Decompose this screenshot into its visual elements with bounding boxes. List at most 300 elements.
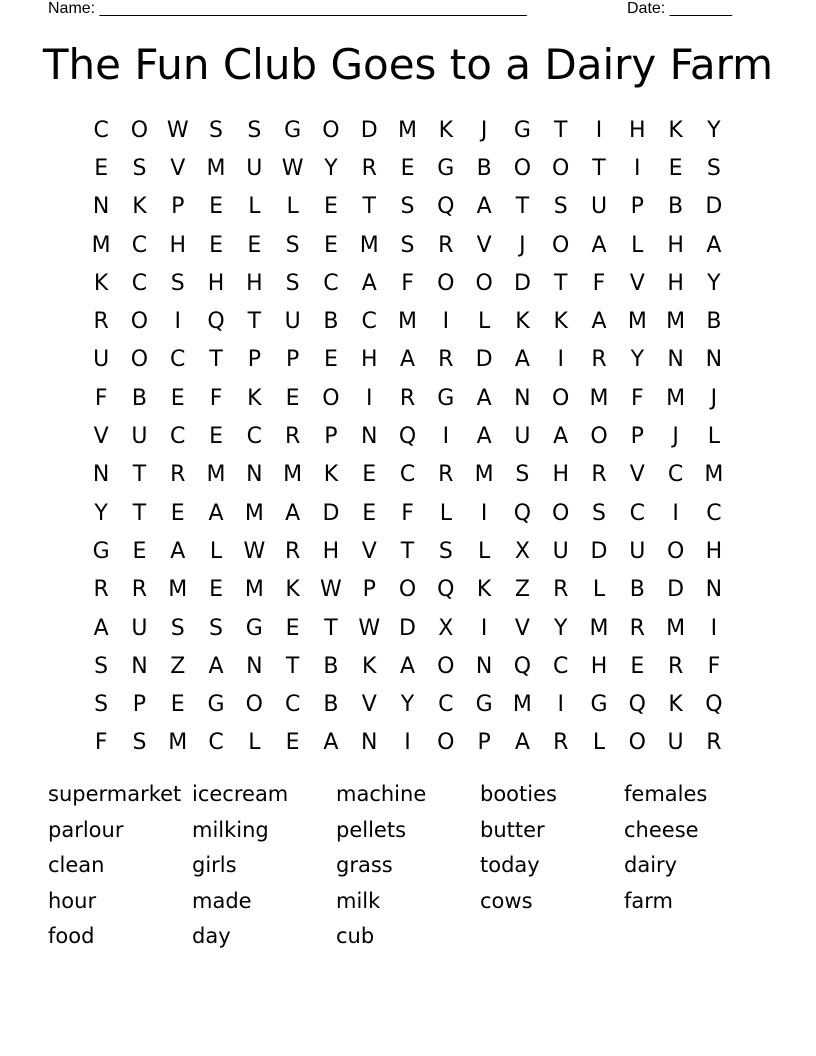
grid-letter: M [91, 232, 111, 258]
grid-letter: I [595, 117, 603, 143]
grid-letter: J [710, 385, 718, 411]
grid-letter: A [514, 730, 530, 756]
grid-letter: K [93, 270, 109, 296]
grid-letter: M [589, 615, 609, 641]
grid-letter: N [705, 347, 723, 373]
grid-letter: W [243, 538, 266, 564]
grid-letter: P [324, 424, 338, 450]
grid-letter: L [631, 232, 644, 258]
word-list-item: milk [336, 888, 381, 913]
grid-letter: S [170, 270, 185, 296]
grid-letter: A [361, 270, 377, 296]
grid-letter: F [630, 385, 644, 411]
grid-letter: L [248, 194, 261, 220]
grid-letter: I [557, 347, 564, 373]
grid-letter: P [171, 194, 185, 220]
grid-letter: N [92, 462, 110, 488]
grid-letter: F [707, 653, 721, 679]
grid-letter: E [323, 232, 338, 258]
grid-letter: K [476, 577, 492, 603]
grid-letter: B [323, 692, 339, 718]
grid-letter: W [358, 615, 381, 641]
grid-letter: L [248, 730, 261, 756]
grid-letter: Q [705, 692, 723, 718]
grid-letter: H [629, 117, 646, 143]
grid-letter: C [131, 270, 148, 296]
grid-letter: W [320, 577, 342, 603]
grid-letter: U [552, 538, 569, 564]
grid-letter: J [519, 232, 526, 258]
grid-letter: G [437, 155, 455, 181]
grid-letter: N [514, 385, 531, 411]
grid-letter: T [324, 615, 338, 641]
grid-letter: D [399, 615, 416, 641]
word-list-item: grass [336, 853, 393, 878]
grid-letter: L [707, 424, 721, 450]
word-list-item: pellets [336, 817, 407, 842]
grid-letter: X [438, 615, 454, 641]
grid-letter: T [209, 347, 223, 373]
grid-letter: R [591, 347, 607, 373]
grid-letter: Q [207, 309, 225, 335]
grid-letter: C [667, 462, 684, 488]
grid-letter: E [362, 500, 377, 526]
grid-letter: F [401, 270, 414, 296]
grid-letter: I [672, 500, 679, 526]
grid-letter: R [361, 155, 377, 181]
grid-letter: I [710, 615, 718, 641]
grid-letter: A [476, 194, 492, 220]
grid-letter: Q [628, 692, 646, 718]
grid-letter: A [553, 424, 569, 450]
grid-letter: A [476, 424, 492, 450]
grid-letter: E [285, 615, 300, 641]
grid-letter: K [668, 117, 683, 143]
grid-letter: G [590, 692, 608, 718]
word-list-item: cows [480, 888, 533, 913]
grid-letter: V [361, 538, 377, 564]
grid-letter: L [286, 194, 299, 220]
grid-letter: H [360, 347, 378, 373]
grid-letter: M [244, 500, 264, 526]
grid-letter: G [475, 692, 493, 718]
grid-letter: G [92, 538, 110, 564]
grid-letter: S [94, 692, 109, 718]
grid-letter: M [398, 309, 418, 335]
word-list-item: icecream [192, 782, 289, 806]
word-list-item: booties [480, 782, 557, 806]
grid-letter: S [285, 232, 300, 258]
grid-letter: R [399, 385, 416, 411]
grid-letter: O [475, 270, 493, 296]
grid-letter: D [360, 117, 378, 143]
grid-letter: H [169, 232, 187, 258]
grid-letter: I [480, 615, 488, 641]
header [48, 0, 748, 18]
grid-letter: Y [324, 155, 338, 181]
letter-grid [82, 111, 733, 762]
grid-letter: P [247, 347, 261, 373]
grid-letter: O [437, 653, 455, 679]
grid-letter: Q [513, 500, 532, 526]
grid-letter: A [208, 653, 224, 679]
grid-letter: I [365, 385, 373, 411]
grid-letter: H [552, 462, 569, 488]
grid-letter: U [131, 615, 148, 641]
grid-letter: V [629, 270, 645, 296]
grid-letter: M [168, 730, 188, 756]
grid-letter: O [666, 538, 685, 564]
word-list-item: hour [48, 888, 97, 913]
grid-letter: M [359, 232, 379, 258]
grid-letter: R [629, 615, 645, 641]
grid-letter: I [557, 692, 564, 718]
grid-letter: E [400, 155, 415, 181]
grid-letter: F [94, 385, 108, 411]
grid-letter: V [93, 424, 109, 450]
grid-letter: U [514, 424, 531, 450]
grid-letter: M [627, 309, 647, 335]
grid-letter: K [515, 309, 530, 335]
grid-letter: D [513, 270, 531, 296]
grid-letter: E [209, 232, 223, 258]
grid-letter: R [553, 577, 569, 603]
grid-letter: P [630, 424, 644, 450]
grid-letter: M [666, 309, 686, 335]
grid-letter: O [130, 309, 149, 335]
grid-letter: E [630, 653, 645, 679]
grid-letter: Y [553, 615, 568, 641]
grid-letter: N [92, 194, 110, 220]
grid-letter: A [170, 538, 186, 564]
grid-letter: D [667, 577, 685, 603]
grid-letter: L [477, 309, 491, 335]
grid-letter: E [132, 538, 147, 564]
grid-letter: F [209, 385, 223, 411]
grid-letter: T [247, 309, 262, 335]
grid-letter: E [209, 577, 223, 603]
word-list-item: today [480, 853, 540, 878]
grid-letter: G [284, 117, 302, 143]
grid-letter: K [362, 653, 377, 679]
grid-letter: S [170, 615, 185, 641]
grid-letter: S [94, 653, 109, 679]
grid-letter: A [208, 500, 224, 526]
grid-letter: J [480, 117, 488, 143]
grid-letter: O [590, 424, 608, 450]
grid-letter: O [130, 117, 149, 143]
grid-letter: Y [707, 270, 721, 296]
grid-letter: R [93, 309, 109, 335]
grid-letter: O [552, 232, 570, 258]
grid-letter: M [704, 462, 724, 488]
grid-letter: G [437, 385, 455, 411]
grid-letter: O [552, 385, 570, 411]
grid-letter: T [400, 538, 415, 564]
grid-letter: E [247, 232, 262, 258]
grid-letter: C [553, 653, 569, 679]
page-title: The Fun Club Goes to a Dairy Farm [42, 40, 774, 89]
word-list-item: girls [192, 853, 237, 878]
grid-letter: L [592, 730, 606, 756]
grid-letter: P [285, 347, 300, 373]
grid-letter: T [285, 653, 300, 679]
grid-letter: X [514, 538, 530, 564]
grid-letter: U [246, 155, 263, 181]
grid-letter: S [209, 117, 224, 143]
grid-letter: S [400, 232, 415, 258]
grid-letter: T [515, 194, 530, 220]
grid-letter: R [284, 538, 301, 564]
grid-letter: L [209, 538, 223, 564]
grid-letter: C [399, 462, 416, 488]
grid-letter: B [323, 653, 339, 679]
grid-letter: G [245, 615, 263, 641]
grid-letter: I [634, 155, 641, 181]
grid-letter: Y [630, 347, 645, 373]
word-list-item: clean [48, 853, 105, 878]
grid-letter: Y [400, 692, 415, 718]
grid-letter: C [438, 692, 454, 718]
grid-letter: V [170, 155, 186, 181]
grid-letter: K [553, 309, 568, 335]
grid-letter: R [93, 577, 109, 603]
word-list-item: parlour [48, 817, 124, 842]
word-list-item: butter [480, 817, 545, 842]
grid-letter: E [170, 385, 185, 411]
grid-letter: H [705, 538, 723, 564]
grid-letter: N [360, 730, 378, 756]
grid-letter: N [475, 653, 493, 679]
grid-letter: C [361, 309, 377, 335]
grid-letter: S [285, 270, 300, 296]
grid-letter: B [668, 194, 684, 220]
grid-letter: A [591, 232, 607, 258]
grid-letter: U [131, 424, 148, 450]
grid-letter: C [284, 692, 301, 718]
grid-letter: M [666, 615, 686, 641]
grid-letter: A [476, 385, 492, 411]
grid-letter: Q [398, 424, 417, 450]
grid-letter: S [553, 194, 568, 220]
grid-letter: E [362, 462, 377, 488]
grid-letter: M [206, 462, 226, 488]
grid-letter: R [438, 462, 454, 488]
grid-letter: D [590, 538, 608, 564]
grid-letter: J [672, 424, 679, 450]
grid-letter: V [514, 615, 530, 641]
date-field-label: Date: _______ [627, 0, 732, 17]
grid-letter: V [361, 692, 377, 718]
grid-letter: I [480, 500, 488, 526]
grid-letter: I [442, 309, 450, 335]
grid-letter: B [476, 155, 492, 181]
grid-letter: S [438, 538, 453, 564]
word-list-item: dairy [624, 853, 678, 878]
grid-letter: Y [707, 117, 721, 143]
grid-letter: D [705, 194, 723, 220]
grid-letter: C [706, 500, 722, 526]
grid-letter: N [131, 653, 148, 679]
grid-letter: F [592, 270, 606, 296]
grid-letter: K [323, 462, 339, 488]
grid-letter: O [552, 500, 570, 526]
grid-letter: Z [514, 577, 530, 603]
grid-letter: M [244, 577, 264, 603]
grid-letter: I [174, 309, 181, 335]
grid-letter: Q [513, 653, 532, 679]
grid-letter: N [360, 424, 378, 450]
grid-letter: E [323, 194, 338, 220]
grid-letter: H [667, 270, 684, 296]
grid-letter: M [512, 692, 532, 718]
word-list-item: milking [192, 817, 269, 842]
grid-letter: E [285, 385, 300, 411]
grid-letter: M [589, 385, 609, 411]
grid-letter: U [93, 347, 110, 373]
grid-letter: E [209, 194, 223, 220]
word-list-item: cheese [624, 817, 699, 842]
grid-letter: B [706, 309, 722, 335]
grid-letter: O [245, 692, 263, 718]
word-list [48, 777, 768, 955]
grid-letter: S [247, 117, 262, 143]
grid-letter: R [591, 462, 607, 488]
grid-letter: S [209, 615, 224, 641]
grid-letter: S [592, 500, 606, 526]
grid-letter: P [132, 692, 147, 718]
grid-letter: E [170, 692, 185, 718]
grid-letter: K [438, 117, 454, 143]
grid-letter: T [132, 462, 147, 488]
grid-letter: I [442, 424, 450, 450]
grid-letter: S [132, 730, 147, 756]
grid-letter: M [474, 462, 494, 488]
grid-letter: R [170, 462, 186, 488]
grid-letter: O [130, 347, 149, 373]
grid-letter: G [207, 692, 225, 718]
grid-letter: R [553, 730, 569, 756]
grid-letter: M [283, 462, 303, 488]
grid-letter: C [208, 730, 224, 756]
grid-letter: I [404, 730, 411, 756]
grid-letter: H [667, 232, 684, 258]
grid-letter: C [629, 500, 645, 526]
grid-letter: U [284, 309, 301, 335]
word-list-item: food [48, 924, 95, 949]
grid-letter: C [131, 232, 148, 258]
grid-letter: P [477, 730, 491, 756]
grid-letter: W [166, 117, 189, 143]
grid-letter: S [515, 462, 530, 488]
grid-letter: R [706, 730, 722, 756]
grid-letter: T [592, 155, 606, 181]
grid-letter: D [322, 500, 340, 526]
grid-letter: S [132, 155, 147, 181]
grid-letter: A [285, 500, 301, 526]
grid-letter: M [168, 577, 188, 603]
grid-letter: L [439, 500, 452, 526]
grid-letter: K [285, 577, 300, 603]
grid-letter: O [437, 270, 455, 296]
grid-letter: A [323, 730, 339, 756]
grid-letter: O [552, 155, 570, 181]
grid-letter: F [94, 730, 108, 756]
grid-letter: S [706, 155, 721, 181]
grid-letter: O [398, 577, 417, 603]
grid-letter: L [592, 577, 606, 603]
grid-letter: S [400, 194, 415, 220]
grid-letter: T [362, 194, 376, 220]
grid-letter: H [246, 270, 263, 296]
grid-letter: A [399, 347, 416, 373]
grid-letter: R [284, 424, 301, 450]
grid-letter: L [477, 538, 491, 564]
grid-letter: G [513, 117, 531, 143]
grid-letter: P [362, 577, 376, 603]
word-list-item: farm [624, 888, 673, 913]
grid-letter: A [591, 309, 607, 335]
grid-letter: K [132, 194, 147, 220]
grid-letter: A [706, 232, 722, 258]
word-list-item: made [192, 888, 252, 913]
grid-letter: K [247, 385, 262, 411]
grid-letter: E [323, 347, 338, 373]
grid-letter: N [246, 653, 263, 679]
grid-letter: R [438, 232, 454, 258]
grid-letter: K [668, 692, 683, 718]
grid-letter: O [322, 385, 340, 411]
grid-letter: A [514, 347, 530, 373]
grid-letter: H [207, 270, 225, 296]
grid-letter: M [666, 385, 686, 411]
grid-letter: M [398, 117, 418, 143]
grid-letter: B [629, 577, 645, 603]
grid-letter: H [590, 653, 608, 679]
grid-letter: R [438, 347, 454, 373]
word-list-item: day [192, 924, 231, 949]
grid-letter: D [475, 347, 493, 373]
grid-letter: C [246, 424, 263, 450]
word-list-item: supermarket [48, 782, 182, 806]
grid-letter: B [131, 385, 147, 411]
name-field-label: Name: ________________________________________________ [48, 0, 527, 17]
grid-letter: V [629, 462, 645, 488]
grid-letter: U [667, 730, 684, 756]
grid-letter: V [476, 232, 492, 258]
grid-letter: U [629, 538, 646, 564]
grid-letter: O [322, 117, 340, 143]
grid-letter: U [590, 194, 608, 220]
grid-letter: C [323, 270, 339, 296]
grid-letter: O [628, 730, 646, 756]
grid-letter: H [322, 538, 340, 564]
grid-letter: N [246, 462, 263, 488]
grid-letter: O [437, 730, 455, 756]
word-list-item: machine [336, 782, 427, 806]
grid-letter: E [285, 730, 300, 756]
grid-letter: E [209, 424, 223, 450]
grid-letter: W [281, 155, 304, 181]
word-list-item: females [624, 782, 708, 806]
grid-letter: E [170, 500, 185, 526]
grid-letter: C [170, 424, 186, 450]
grid-letter: T [553, 270, 568, 296]
grid-letter: B [323, 309, 339, 335]
grid-letter: Q [437, 577, 455, 603]
grid-letter: E [668, 155, 683, 181]
grid-letter: C [93, 117, 109, 143]
